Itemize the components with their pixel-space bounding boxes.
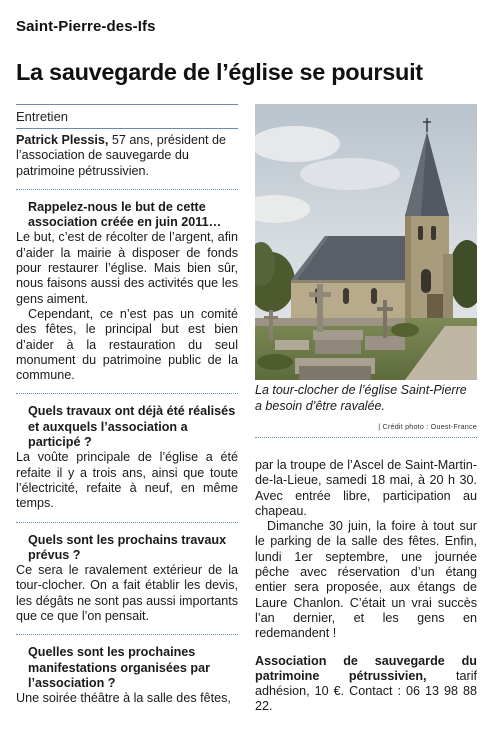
credit-rule (255, 437, 477, 438)
interviewee-name: Patrick Plessis, (16, 133, 109, 147)
question-4: Quelles sont les prochaines manifestations organisées par l’association ? (28, 645, 210, 690)
photo-credit: | Crédit photo : Ouest-France (378, 422, 477, 431)
answer-1-paragraph-2: Cependant, ce n’est pas un comité des fêtes, le principal but est bien d’aider à la restauration du seul monument du patrimoine public de la commune. (16, 306, 238, 383)
intro-paragraph (16, 133, 238, 179)
interviewee-description: 57 ans, président de l’association de sauvegarde du patrimoine pétrussivien. (16, 133, 227, 178)
answer-4-paragraph-1: Une soirée théâtre à la salle des fêtes, (16, 691, 231, 706)
article-kicker: Saint-Pierre-des-Ifs (16, 18, 156, 35)
association-contact: tarif adhésion, 10 €. Contact : 06 13 98 88 22. (255, 668, 477, 714)
answer-1-paragraph-1: Le but, c’est de récolter de l’argent, afin d’aider la mairie à disposer de fonds pour restaurer l’église. Mais bien sûr, nous faisons aussi des activités que les gens aiment. (16, 230, 238, 306)
association-name: Association de sauvegarde du patrimoine pétrussivien, (255, 653, 477, 683)
left-column (16, 104, 238, 707)
association-info (255, 654, 477, 715)
right-column (255, 458, 477, 715)
continuation-paragraph-1: par la troupe de l’Ascel de Saint-Martin-de-la-Lieue, samedi 18 mai, à 20 h 30. Avec entrée libre, participation au chapeau. (255, 458, 477, 518)
answer-2-paragraph-1: La voûte principale de l’église a été refaite il y a trois ans, ainsi que toute l’électricité, refaite à neuf, en même temps. (16, 450, 238, 511)
photo-caption: La tour-clocher de l’église Saint-Pierre a besoin d’être ravalée. (255, 383, 467, 413)
continuation-paragraph-2: Dimanche 30 juin, la foire à tout sur le parking de la salle des fêtes. Enfin, lundi 1er septembre, une journée pêche avec réservation d’un étang entier sera proposée, aux étangs de Laure Chanlon. C’était un vrai succès l’an dernier, et les gens en redemandent ! (255, 519, 477, 641)
answer-3-paragraph-1: Ce sera le ravalement extérieur de la tour-clocher. On a fait établir les devis, les dégâts ne sont pas aussi importants que ce que l’on pensait. (16, 563, 238, 624)
church-photo (255, 104, 477, 380)
article-headline: La sauvegarde de l’église se poursuit (16, 59, 423, 85)
question-1: Rappelez-nous le but de cette association créée en juin 2011… (28, 199, 222, 230)
question-2: Quels travaux ont déjà été réalisés et auxquels l’association a participé ? (28, 404, 236, 450)
question-3: Quels sont les prochains travaux prévus ? (28, 532, 227, 562)
rubric-label: Entretien (16, 105, 238, 129)
